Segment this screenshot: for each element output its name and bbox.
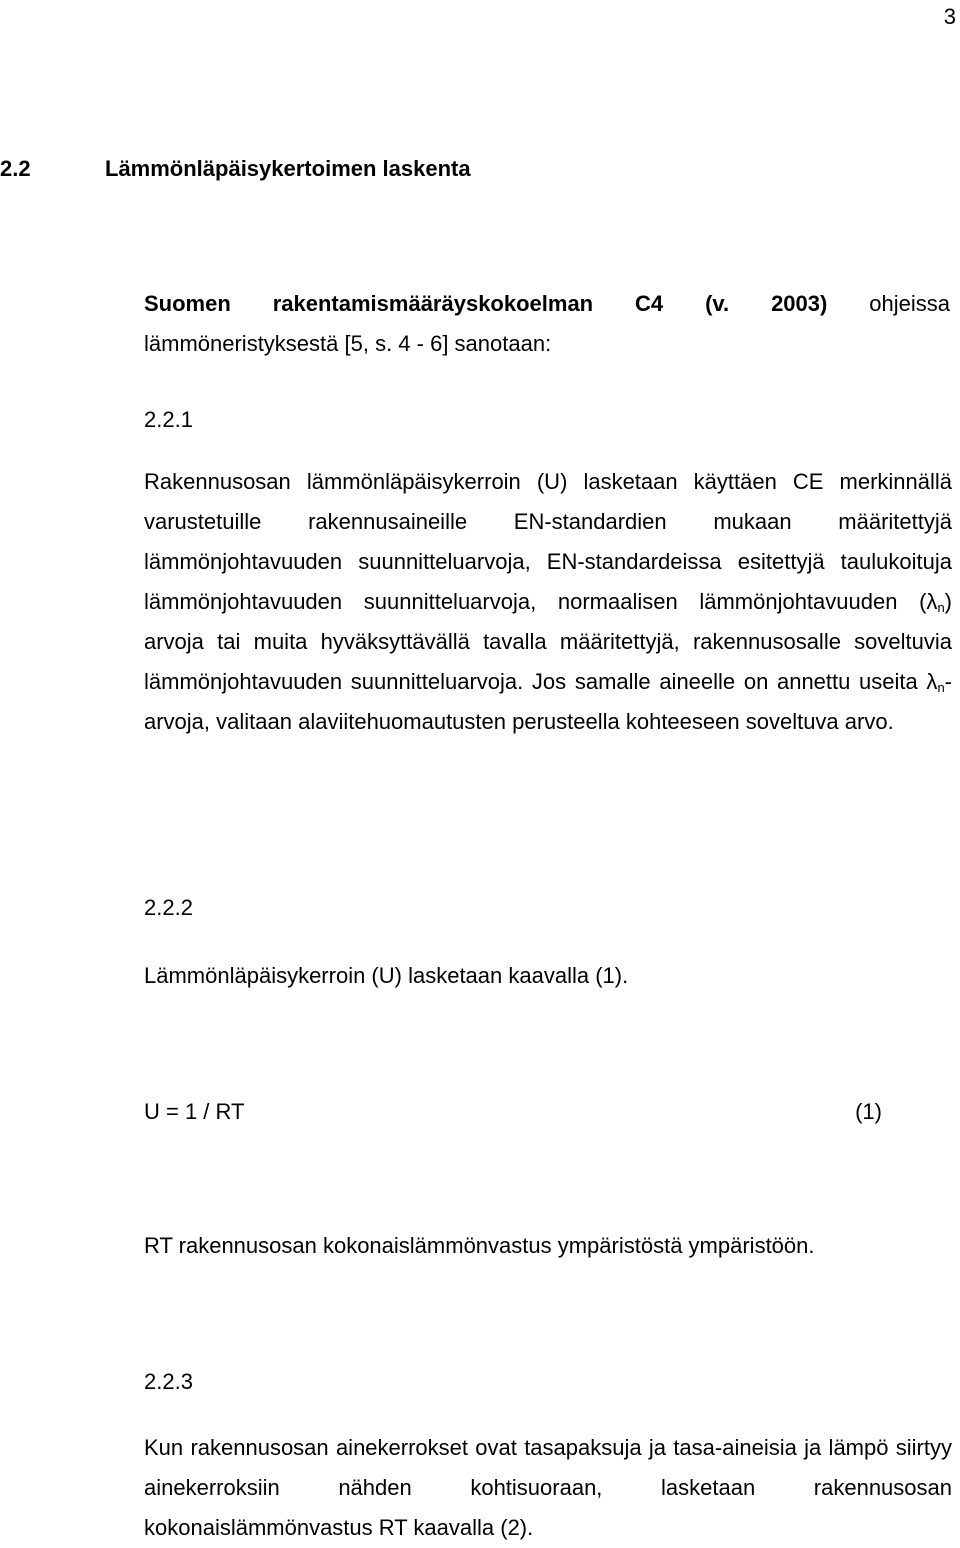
intro-bold-text: Suomen rakentamismääräyskokoelman C4 (v. 2003) [144, 291, 828, 316]
intro-text: ohjeissa lämmöneristyksestä [5, s. 4 - 6] sanotaan: [144, 291, 950, 356]
subsection-number-2-2-1: 2.2.1 [144, 407, 193, 432]
page-number: 3 [943, 4, 956, 29]
subsection-number-2-2-2: 2.2.2 [144, 895, 193, 920]
formula-expression: U = 1 / RT [144, 1099, 245, 1124]
lambda-subscript: n [937, 600, 945, 615]
intro-paragraph [144, 284, 950, 364]
lambda-subscript: n [937, 680, 945, 695]
subsection-2-2-2-paragraph: Lämmönläpäisykerroin (U) lasketaan kaavalla (1). [144, 963, 629, 988]
rt-definition: RT rakennusosan kokonaislämmönvastus ympäristöstä ympäristöön. [144, 1233, 815, 1258]
section-heading [0, 152, 471, 186]
paragraph-text-part: ) arvoja tai muita hyväksyttävällä tavalla määritettyjä, rakennusosalle soveltuvia lämmönjohtavuuden suunnitteluarvoja. Jos samalle aineelle on annettu useita λ [144, 589, 952, 694]
section-title: Lämmönläpäisykertoimen laskenta [105, 156, 471, 181]
subsection-2-2-3-paragraph: Kun rakennusosan ainekerrokset ovat tasapaksuja ja tasa-aineisia ja lämpö siirtyy ainekerroksiin nähden kohtisuoraan, lasketaan rakennusosan kokonaislämmönvastus RT kaavalla (2). [144, 1435, 952, 1540]
formula-1 [144, 1092, 882, 1132]
section-number: 2.2 [0, 156, 31, 181]
subsection-number-2-2-3: 2.2.3 [144, 1369, 193, 1394]
paragraph-text-part: -arvoja, valitaan alaviitehuomautusten perusteella kohteeseen soveltuva arvo. [144, 669, 952, 734]
paragraph-text-part: Rakennusosan lämmönläpäisykerroin (U) lasketaan käyttäen CE merkinnällä varustetuille rakennusaineille EN-standardien mukaan määritettyjä lämmönjohtavuuden suunnitteluarvoja, EN-standardeissa esitettyjä taulukoituja lämmönjohtavuuden suunnitteluarvoja, normaalisen lämmönjohtavuuden (λ [144, 469, 952, 614]
subsection-2-2-1-paragraph [144, 462, 952, 742]
formula-label: (1) [855, 1099, 882, 1124]
